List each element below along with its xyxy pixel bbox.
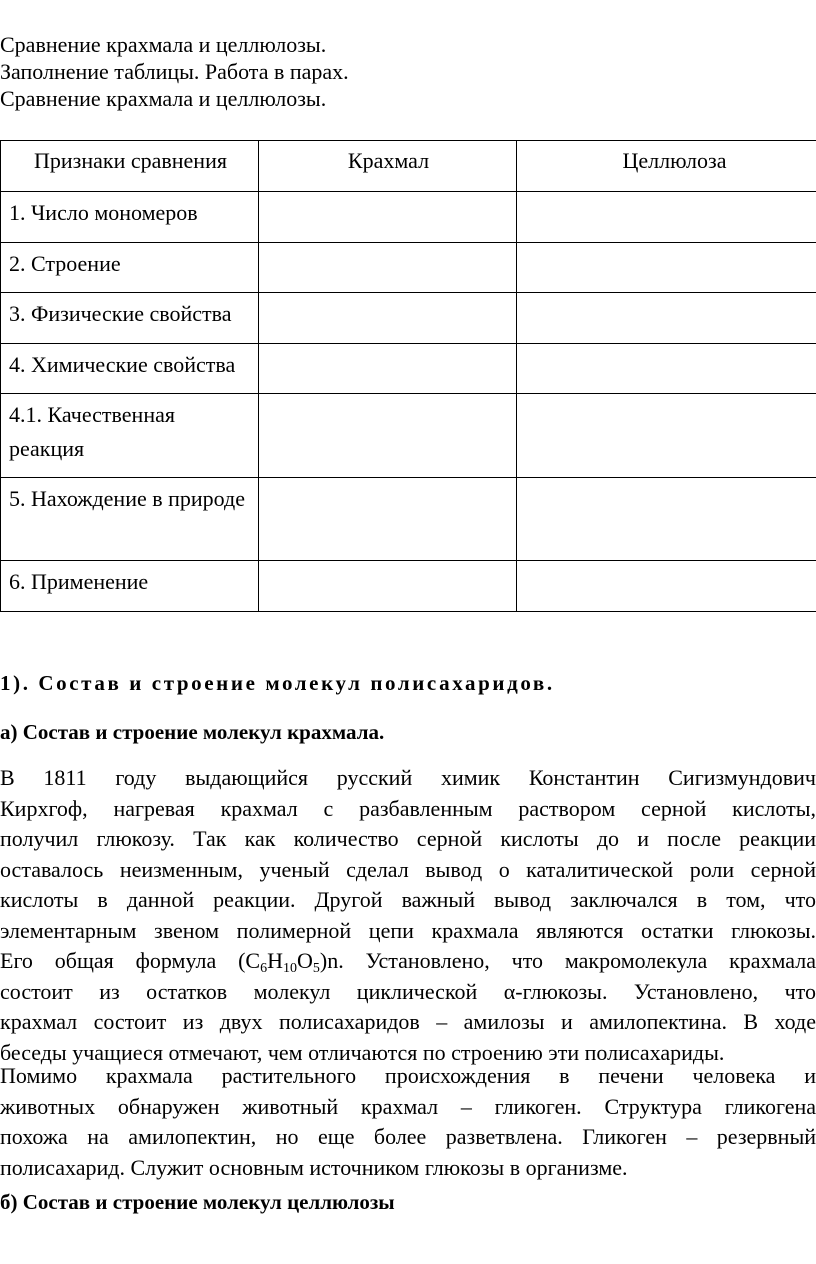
text-line: получил глюкозу. Так как количество серной кислоты до и после реакции	[0, 826, 816, 851]
table-row	[1, 561, 816, 612]
cellulose-cell	[517, 344, 816, 394]
subscript: 6	[260, 961, 268, 976]
row-label: 3. Физические свойства	[1, 293, 259, 344]
row-label: 2. Строение	[1, 243, 259, 293]
section-heading: 1). Состав и строение молекул полисахаридов.	[0, 671, 555, 695]
text-line: похожа на амилопектин, но еще более разветвлена. Гликоген – резервный	[0, 1124, 816, 1149]
row-label: 1. Число мономеров	[1, 192, 259, 243]
paragraph-glycogen	[0, 1061, 816, 1183]
table-row	[1, 344, 816, 394]
cellulose-cell	[517, 561, 816, 612]
row-label: 6. Применение	[1, 561, 259, 612]
text-fragment: Его общая формула (C	[0, 948, 261, 973]
starch-cell	[259, 344, 517, 394]
table-header-row	[1, 141, 816, 192]
intro-line: Сравнение крахмала и целлюлозы.	[0, 32, 327, 57]
text-line: элементарным звеном полимерной цепи крахмала являются остатки глюкозы.	[0, 917, 816, 943]
starch-cell	[259, 394, 517, 478]
cellulose-cell	[517, 192, 816, 243]
subscript: 10	[283, 961, 297, 976]
cellulose-cell	[517, 394, 816, 478]
row-label: 4.1. Качественная реакция	[1, 394, 259, 478]
text-line: состоит из остатков молекул циклической α-глюкозы. Установлено, что	[0, 978, 816, 1004]
subsection-heading-cellulose: б) Состав и строение молекул целлюлозы	[0, 1190, 395, 1214]
text-line: кислоты в данной реакции. Другой важный вывод заключался в том, что	[0, 887, 816, 912]
text-line: полисахарид. Служит основным источником глюкозы в организме.	[0, 1154, 628, 1180]
formula-line	[0, 946, 816, 977]
text-line: беседы учащиеся отмечают, чем отличаются по строению эти полисахариды.	[0, 1039, 725, 1065]
intro-block	[0, 31, 349, 112]
intro-line: Заполнение таблицы. Работа в парах.	[0, 59, 349, 84]
text-fragment: O	[297, 948, 313, 973]
text-line: животных обнаружен животный крахмал – гликоген. Структура гликогена	[0, 1093, 816, 1119]
subsection-heading-starch: а) Состав и строение молекул крахмала.	[0, 720, 385, 744]
text-line: Помимо крахмала растительного происхождения в печени человека и	[0, 1063, 816, 1088]
text-line: крахмал состоит из двух полисахаридов – амилозы и амилопектина. В ходе	[0, 1009, 816, 1034]
comparison-table	[0, 140, 816, 612]
table-row	[1, 293, 816, 344]
table-row	[1, 243, 816, 293]
starch-cell	[259, 192, 517, 243]
text-line: В 1811 году выдающийся русский химик Константин Сигизмундович	[0, 765, 816, 790]
starch-cell	[259, 293, 517, 344]
row-label: 4. Химические свойства	[1, 344, 259, 394]
starch-cell	[259, 478, 517, 561]
cellulose-cell	[517, 478, 816, 561]
cellulose-cell	[517, 243, 816, 293]
intro-line: Сравнение крахмала и целлюлозы.	[0, 86, 327, 111]
paragraph-starch-history	[0, 763, 816, 1068]
starch-cell	[259, 561, 517, 612]
text-line: Кирхгоф, нагревая крахмал с разбавленным раствором серной кислоты,	[0, 795, 816, 821]
text-fragment: )n. Установлено, что макромолекула крахмала	[319, 948, 816, 973]
subscript: 5	[312, 961, 320, 976]
header-cellulose: Целлюлоза	[517, 141, 816, 192]
table-row	[1, 192, 816, 243]
text-line: оставалось неизменным, ученый сделал вывод о каталитической роли серной	[0, 856, 816, 882]
header-starch: Крахмал	[259, 141, 517, 192]
cellulose-cell	[517, 293, 816, 344]
header-criteria: Признаки сравнения	[1, 141, 259, 192]
row-label: 5. Нахождение в природе	[1, 478, 259, 561]
text-fragment: H	[267, 948, 283, 973]
table-row	[1, 394, 816, 478]
table-row	[1, 478, 816, 561]
starch-cell	[259, 243, 517, 293]
